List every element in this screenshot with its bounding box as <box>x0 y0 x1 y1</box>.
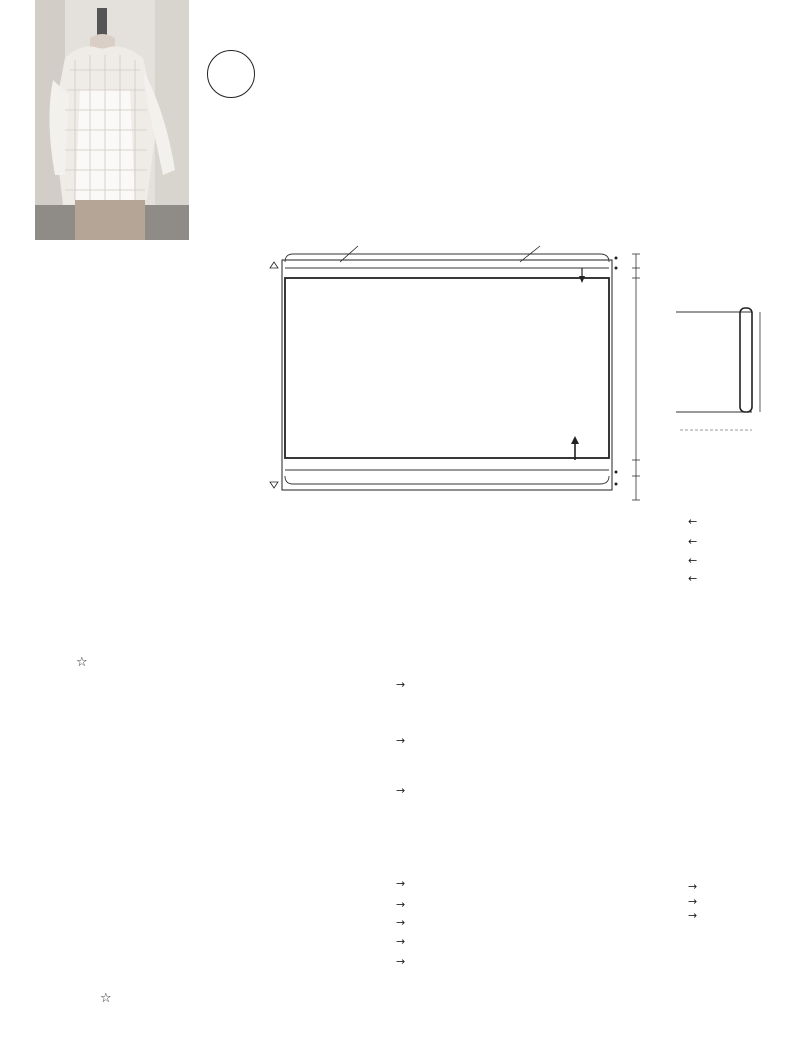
b-row-1: → <box>688 909 701 922</box>
star-icon-top: ☆ <box>76 655 88 670</box>
main-row-3: → <box>396 916 409 929</box>
star-icon-bottom: ☆ <box>100 991 112 1006</box>
top-row-label-b1: ← <box>688 572 701 585</box>
top-row-label-a1: ← <box>688 515 701 528</box>
b-row-3: → <box>688 880 701 893</box>
main-row-30: → <box>396 678 409 691</box>
main-row-5: → <box>396 877 409 890</box>
main-row-1: → <box>396 955 409 968</box>
sleeve-schematic <box>676 308 760 430</box>
main-row-4: → <box>396 898 409 911</box>
top-row-label-b3: ← <box>688 535 701 548</box>
schematic <box>270 246 640 500</box>
main-row-10: → <box>396 784 409 797</box>
main-row-2: → <box>396 935 409 948</box>
top-row-label-b2: ← <box>688 554 701 567</box>
main-row-27: → <box>396 734 409 747</box>
b-row-2: → <box>688 895 701 908</box>
